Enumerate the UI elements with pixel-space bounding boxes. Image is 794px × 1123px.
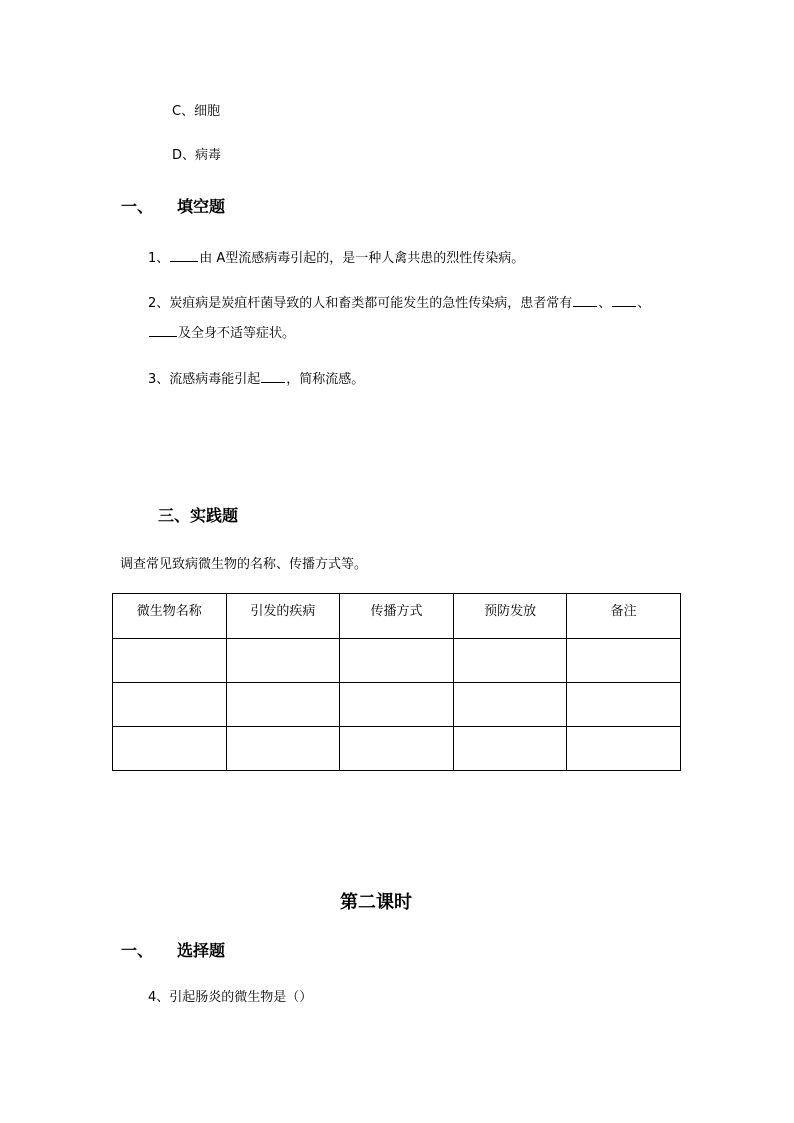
table-row	[113, 639, 681, 683]
table-cell[interactable]	[226, 727, 340, 771]
table-cell[interactable]	[453, 727, 567, 771]
question-1-number: 1、	[148, 251, 170, 266]
table-header-cell: 微生物名称	[113, 594, 227, 639]
practice-intro: 调查常见致病微生物的名称、传播方式等。	[120, 557, 368, 572]
table-cell[interactable]	[113, 683, 227, 727]
fill-question-2-line-1	[148, 294, 650, 312]
survey-table	[112, 593, 681, 771]
question-3-suffix: ，简称流感。	[286, 372, 365, 387]
table-cell[interactable]	[567, 727, 681, 771]
table-row	[113, 727, 681, 771]
lesson-title: 第二课时	[340, 892, 412, 913]
question-2-suffix: 及全身不适等症状。	[178, 326, 296, 341]
table-cell[interactable]	[226, 683, 340, 727]
table-header-cell: 引发的疾病	[226, 594, 340, 639]
section-choice-title: 选择题	[177, 941, 226, 960]
table-header-cell: 预防发放	[453, 594, 567, 639]
blank-field[interactable]	[573, 294, 597, 307]
fill-question-3	[148, 370, 364, 388]
table-cell[interactable]	[340, 683, 454, 727]
section-practice-title: 三、实践题	[158, 506, 239, 525]
question-2-separator: 、	[637, 296, 651, 311]
option-d: D、病毒	[172, 148, 222, 163]
table-row	[113, 683, 681, 727]
table-header-cell: 备注	[567, 594, 681, 639]
table-cell[interactable]	[113, 639, 227, 683]
table-header-row	[113, 594, 681, 639]
blank-field[interactable]	[170, 249, 198, 262]
table-cell[interactable]	[567, 683, 681, 727]
question-1-text: 由 A型流感病毒引起的，是一种人禽共患的烈性传染病。	[199, 251, 525, 266]
table-cell[interactable]	[113, 727, 227, 771]
question-2-separator: 、	[598, 296, 612, 311]
question-2-text: 2、炭疽病是炭疽杆菌导致的人和畜类都可能发生的急性传染病，患者常有	[148, 296, 573, 311]
section-fill-title: 填空题	[177, 197, 226, 216]
table-cell[interactable]	[226, 639, 340, 683]
table-cell[interactable]	[340, 727, 454, 771]
question-3-text: 3、流感病毒能引起	[148, 372, 261, 387]
fill-question-2-line-2	[148, 324, 295, 342]
blank-field[interactable]	[612, 294, 636, 307]
choice-question-4: 4、引起肠炎的微生物是（）	[148, 990, 313, 1005]
table-cell[interactable]	[340, 639, 454, 683]
section-choice-number: 一、	[121, 941, 154, 960]
blank-field[interactable]	[261, 370, 285, 383]
table-cell[interactable]	[567, 639, 681, 683]
table-cell[interactable]	[453, 683, 567, 727]
fill-question-1	[148, 249, 524, 267]
table-cell[interactable]	[453, 639, 567, 683]
table-header-cell: 传播方式	[340, 594, 454, 639]
blank-field[interactable]	[149, 324, 177, 337]
option-c: C、细胞	[172, 104, 221, 119]
section-fill-number: 一、	[121, 197, 154, 216]
